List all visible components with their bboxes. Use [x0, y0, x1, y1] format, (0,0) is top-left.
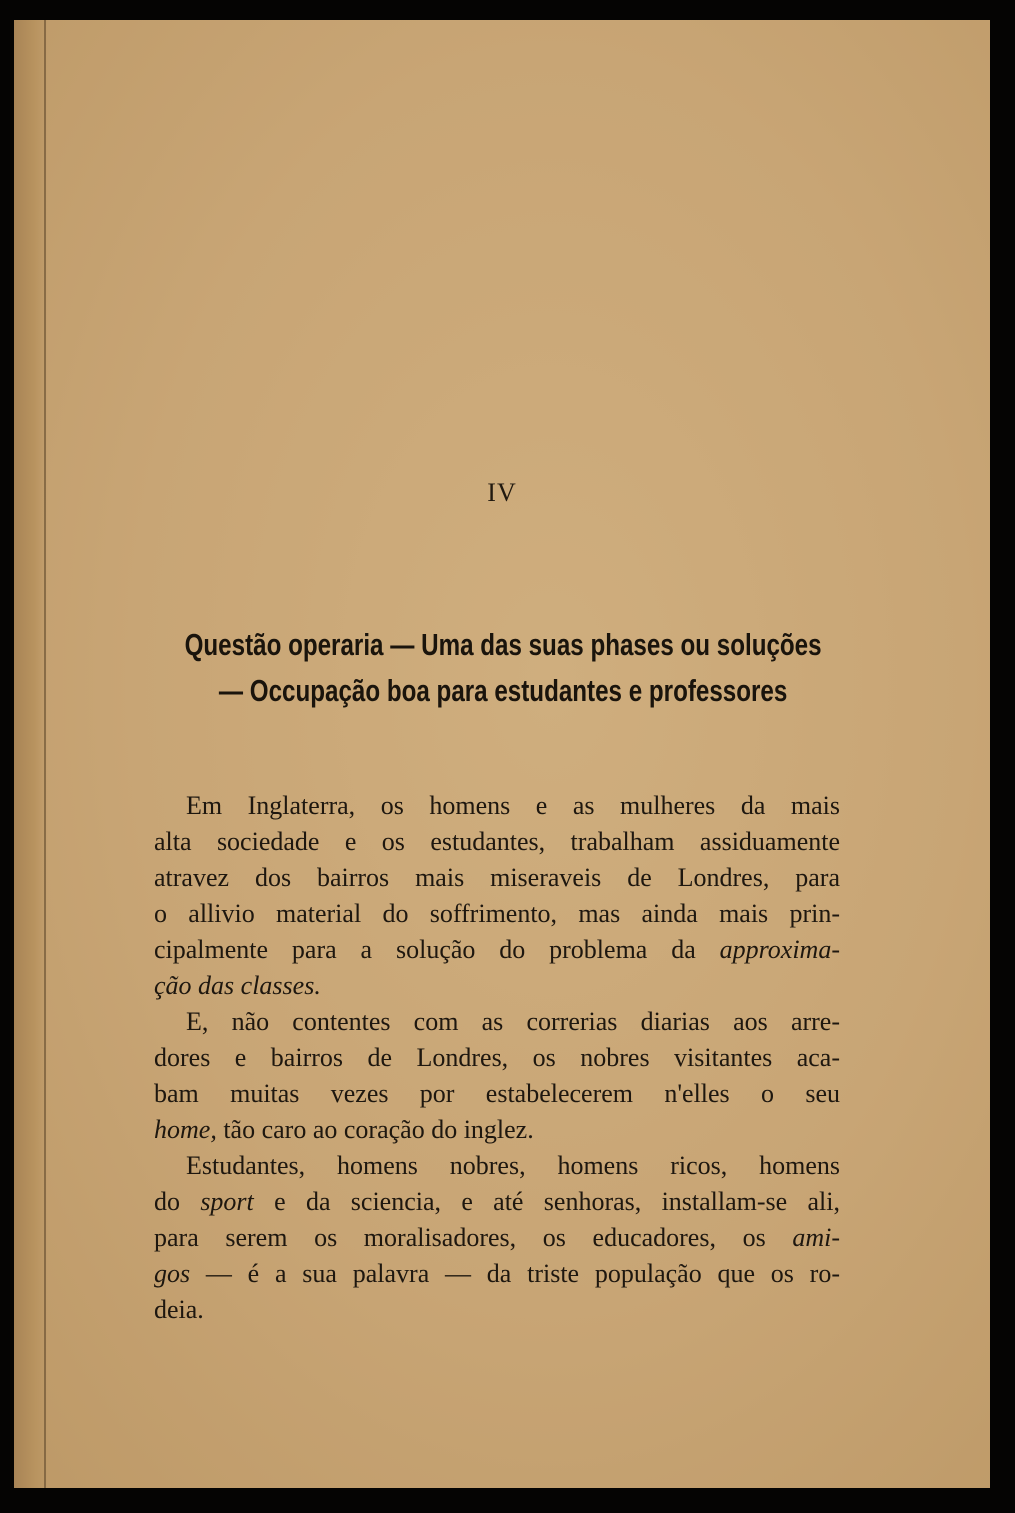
italic-term: approxima-: [719, 935, 840, 964]
italic-term: ami-: [792, 1223, 840, 1252]
text-segment: para serem os moralisadores, os educadores, os: [154, 1223, 793, 1252]
text-segment: tão caro ao coração do inglez.: [216, 1115, 534, 1144]
paragraph-2: [154, 1004, 840, 1148]
italic-term: home,: [154, 1115, 217, 1144]
heading-line-2: — Occupação boa para estudantes e professores: [218, 673, 788, 708]
text-line: [154, 1112, 840, 1148]
chapter-heading: [122, 622, 883, 714]
text-segment: — é a sua palavra — da triste população que os ro-: [190, 1259, 840, 1288]
text-line: dores e bairros de Londres, os nobres visitantes aca-: [154, 1043, 840, 1072]
text-line: [154, 1184, 840, 1220]
text-line: E, não contentes com as correrias diarias aos arre-: [186, 1007, 840, 1036]
text-line: o allivio material do soffrimento, mas ainda mais prin-: [154, 899, 840, 928]
heading-line-1: Questão operaria — Uma das suas phases ou soluções: [184, 627, 822, 662]
binding-edge: [44, 20, 46, 1488]
text-line: bam muitas vezes por estabelecerem n'elles o seu: [154, 1079, 840, 1108]
italic-term: sport: [200, 1187, 254, 1216]
text-line: Em Inglaterra, os homens e as mulheres da mais: [186, 791, 840, 820]
text-line: Estudantes, homens nobres, homens ricos, homens: [186, 1151, 840, 1180]
text-segment: cipalmente para a solução do problema da: [154, 935, 720, 964]
text-line: [154, 1220, 840, 1256]
text-line: [154, 968, 840, 1004]
chapter-numeral: IV: [487, 478, 517, 507]
text-line: alta sociedade e os estudantes, trabalham assiduamente: [154, 827, 840, 856]
text-line: [154, 932, 840, 968]
text-line: [154, 1256, 840, 1292]
italic-term: ção das classes.: [154, 971, 321, 1000]
italic-term: gos: [154, 1259, 191, 1288]
text-segment: do: [154, 1187, 201, 1216]
text-line: atravez dos bairros mais miseraveis de Londres, para: [154, 863, 840, 892]
page-gutter: [14, 20, 48, 1488]
text-line: deia.: [154, 1295, 204, 1324]
text-segment: e da sciencia, e até senhoras, installam-se ali,: [253, 1187, 840, 1216]
book-page: [14, 20, 990, 1488]
paragraph-1: [154, 788, 840, 1004]
body-text: [154, 788, 840, 1328]
paragraph-3: [154, 1148, 840, 1328]
